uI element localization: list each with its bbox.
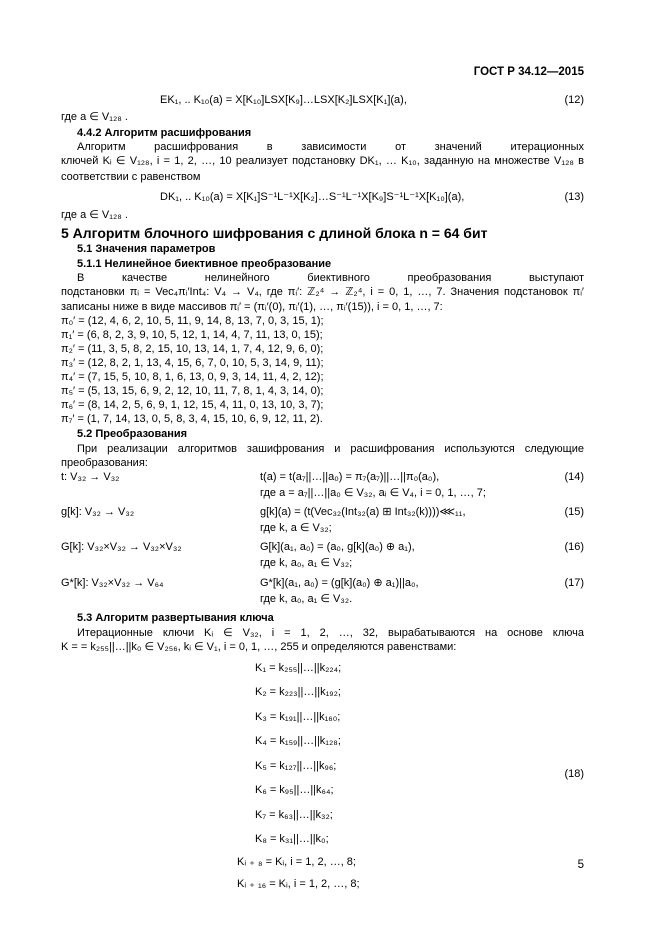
key-equation: K₁ = k₂₅₅||…||k₂₂₄;: [255, 662, 342, 674]
subsection-title-4-4-2: 4.4.2 Алгоритм расшифрования: [77, 127, 252, 139]
substitution-array: π₅′ = (5, 13, 15, 6, 9, 2, 12, 10, 11, 7, 8, 1, 4, 3, 14, 0);: [61, 385, 324, 397]
substitution-array: π₄′ = (7, 15, 5, 10, 8, 1, 6, 13, 0, 9, 3, 14, 11, 4, 2, 12);: [61, 371, 324, 383]
equation-number-18: (18): [564, 768, 584, 780]
paragraph-line: Итерационные ключи Kᵢ ∈ V₃₂, i = 1, 2, …, 32, вырабатываются на основе ключа: [77, 627, 584, 639]
where-G-star: где k, a₀, a₁ ∈ V₃₂.: [260, 593, 353, 605]
key-equation: K₂ = k₂₂₃||…||k₁₉₂;: [255, 686, 341, 698]
equation-number-17: (17): [564, 577, 584, 589]
section-title-5: 5 Алгоритм блочного шифрования с длиной блока n = 64 бит: [61, 225, 488, 241]
equation-12: EK₁, .. K₁₀(a) = X[K₁₀]LSX[K₉]…LSX[K₂]LSX[K₁](a),: [160, 94, 407, 106]
subsection-title-5-1: 5.1 Значения параметров: [77, 243, 216, 255]
substitution-array: π₆′ = (8, 14, 2, 5, 6, 9, 1, 12, 15, 4, 11, 0, 13, 10, 3, 7);: [61, 399, 324, 411]
paragraph-line: K = = k₂₅₅||…||k₀ ∈ V₂₅₆, kᵢ ∈ V₁, i = 0, 1, …, 255 и определяются равенствами:: [61, 641, 457, 653]
substitution-array: π₁′ = (6, 8, 2, 3, 9, 10, 5, 12, 1, 14, 4, 7, 11, 13, 0, 15);: [61, 329, 323, 341]
equation-number-13: (13): [564, 191, 584, 203]
substitution-array: π₂′ = (11, 3, 5, 8, 2, 15, 10, 13, 14, 1, 7, 4, 12, 9, 6, 0);: [61, 343, 324, 355]
subsection-title-5-1-1: 5.1.1 Нелинейное биективное преобразование: [77, 258, 332, 270]
def-g: g[k](a) = (t(Vec₃₂(Int₃₂(a) ⊞ Int₃₂(k))))⋘₁₁,: [260, 506, 466, 518]
def-G: G[k](a₁, a₀) = (a₀, g[k](a₀) ⊕ a₁),: [260, 541, 415, 553]
map-t: t: V₃₂ → V₃₂: [61, 471, 120, 483]
paragraph-line: соответствии с равенством: [61, 171, 201, 183]
page-number: 5: [577, 859, 584, 871]
key-equation: K₆ = k₉₅||…||k₆₄;: [255, 784, 334, 796]
paragraph-line: Алгоритм расшифрования в зависимости от значений итерационных: [77, 141, 584, 153]
map-G: G[k]: V₃₂×V₃₂ → V₃₂×V₃₂: [61, 541, 182, 553]
equation-number-14: (14): [564, 471, 584, 483]
where-clause: где a ∈ V₁₂₈ .: [61, 111, 128, 123]
paragraph-line: записаны ниже в виде массивов πᵢ′ = (πᵢ′(0), πᵢ′(1), …, πᵢ′(15)), i = 0, 1, …, 7:: [61, 301, 443, 313]
key-equation: Kᵢ ₊ ₈ = Kᵢ, i = 1, 2, …, 8;: [237, 856, 356, 868]
paragraph-line: При реализации алгоритмов зашифрования и расшифрования используются следующие: [77, 443, 584, 455]
equation-number-15: (15): [564, 506, 584, 518]
where-g: где k, a ∈ V₃₂;: [260, 522, 332, 534]
paragraph-line: ключей Kᵢ ∈ V₁₂₈, i = 1, 2, …, 10 реализует подстановку DK₁, … K₁₀, заданную на множестве V₁₂₈ в: [61, 155, 584, 167]
map-g: g[k]: V₃₂ → V₃₂: [61, 506, 135, 518]
paragraph-line: преобразования:: [61, 457, 148, 469]
def-G-star: G*[k](a₁, a₀) = (g[k](a₀) ⊕ a₁)||a₀,: [260, 577, 419, 589]
subsection-title-5-2: 5.2 Преобразования: [77, 428, 188, 440]
def-t: t(a) = t(a₇||…||a₀) = π₇(a₇)||…||π₀(a₀),: [260, 471, 440, 483]
key-equation: K₇ = k₆₃||…||k₃₂;: [255, 809, 333, 821]
where-t: где a = a₇||…||a₀ ∈ V₃₂, aᵢ ∈ V₄, i = 0, 1, …, 7;: [260, 487, 486, 499]
paragraph-line: подстановки πᵢ = Vec₄πᵢ′Int₄: V₄ → V₄, где πᵢ′: ℤ₂⁴ → ℤ₂⁴, i = 0, 1, …, 7. Значения подстановок πᵢ′: [61, 286, 584, 298]
equation-13: DK₁, .. K₁₀(a) = X[K₁]S⁻¹L⁻¹X[K₂]…S⁻¹L⁻¹X[K₉]S⁻¹L⁻¹X[K₁₀](a),: [160, 191, 465, 203]
map-G-star: G*[k]: V₃₂×V₃₂ → V₆₄: [61, 577, 164, 589]
key-equation: K₄ = k₁₅₉||…||k₁₂₈;: [255, 735, 341, 747]
where-G: где k, a₀, a₁ ∈ V₃₂;: [260, 557, 353, 569]
subsection-title-5-3: 5.3 Алгоритм развертывания ключа: [77, 612, 274, 624]
substitution-array: π₀′ = (12, 4, 6, 2, 10, 5, 11, 9, 14, 8, 13, 7, 0, 3, 15, 1);: [61, 315, 324, 327]
substitution-array: π₃′ = (12, 8, 2, 1, 13, 4, 15, 6, 7, 0, 10, 5, 3, 14, 9, 11);: [61, 357, 324, 369]
key-equation: K₃ = k₁₉₁||…||k₁₆₀;: [255, 711, 341, 723]
equation-number-16: (16): [564, 541, 584, 553]
paragraph-line: В качестве нелинейного биективного преобразования выступают: [77, 272, 584, 284]
substitution-array: π₇′ = (1, 7, 14, 13, 0, 5, 8, 3, 4, 15, 10, 6, 9, 12, 11, 2).: [61, 413, 323, 425]
standard-header: ГОСТ Р 34.12—2015: [473, 66, 584, 78]
key-equation: K₈ = k₃₁||…||k₀;: [255, 833, 329, 845]
key-equation: K₅ = k₁₂₇||…||k₉₆;: [255, 760, 337, 772]
key-equation: Kᵢ ₊ ₁₆ = Kᵢ, i = 1, 2, …, 8;: [237, 878, 360, 890]
where-clause: где a ∈ V₁₂₈ .: [61, 209, 128, 221]
equation-number-12: (12): [564, 94, 584, 106]
